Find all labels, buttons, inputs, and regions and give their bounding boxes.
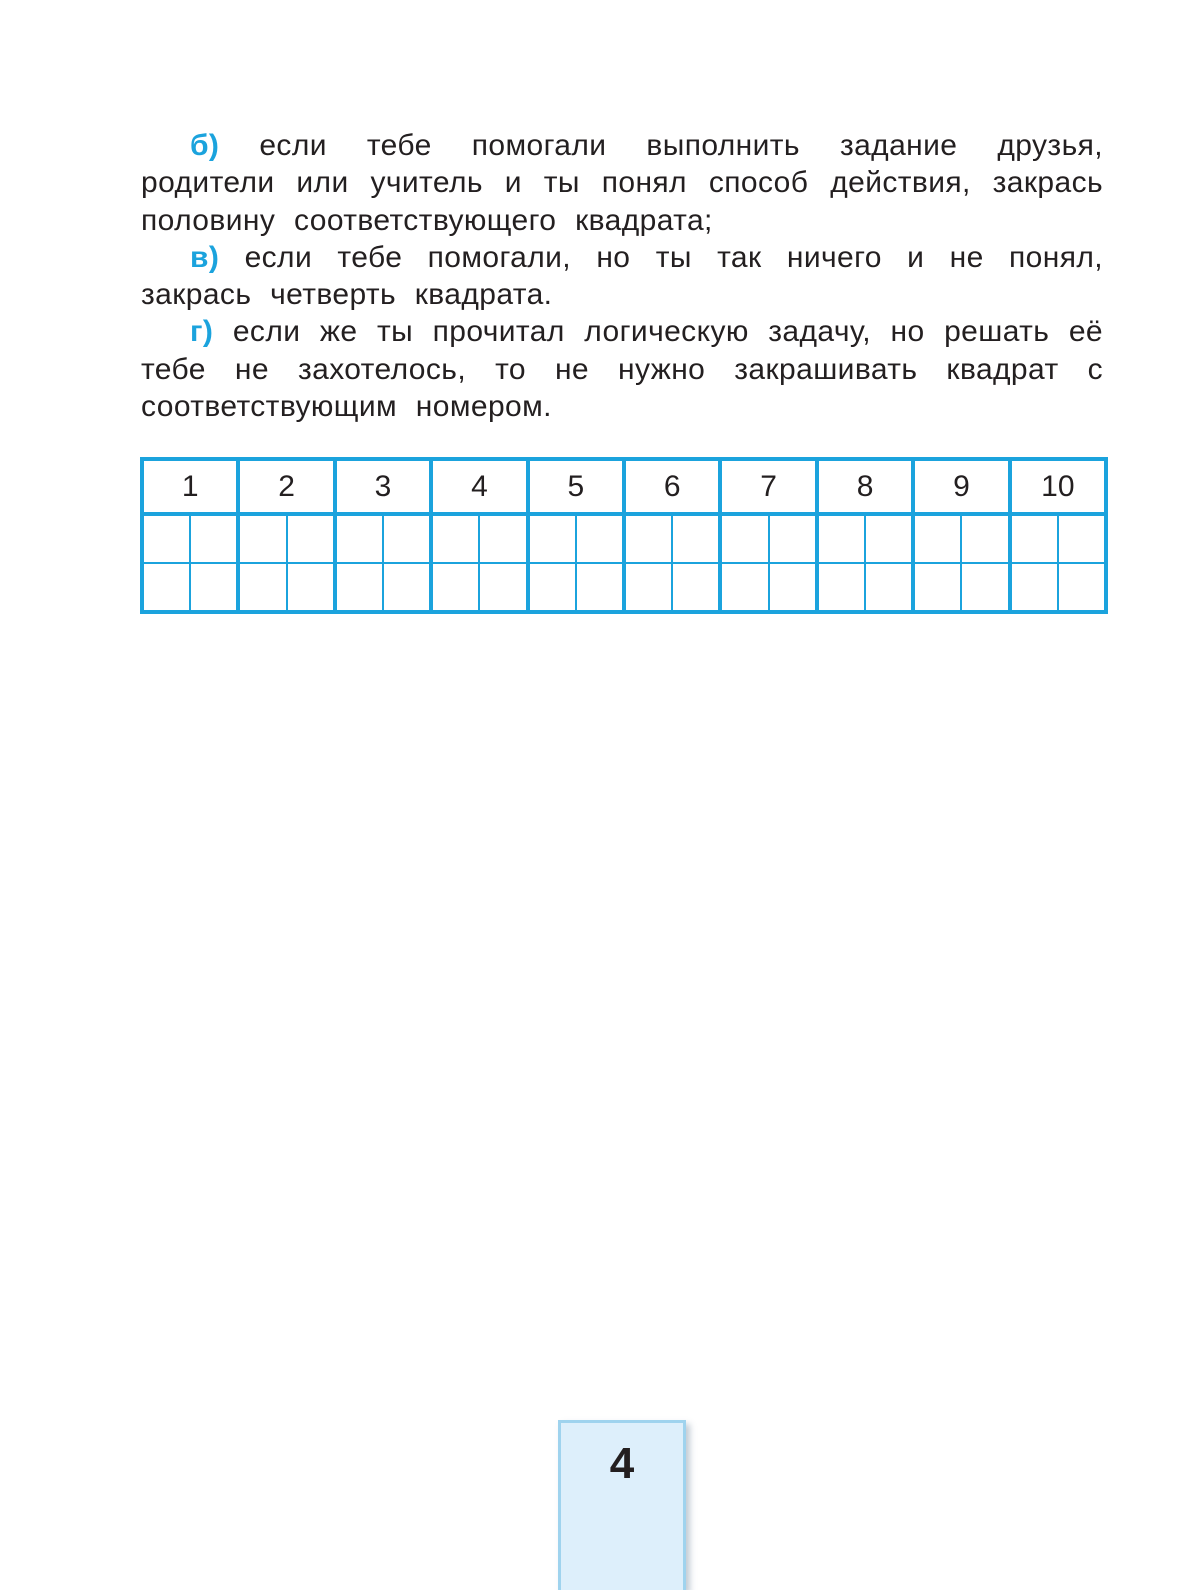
table-column bbox=[236, 461, 332, 610]
quarter-cell[interactable] bbox=[240, 516, 285, 562]
quarter-cell[interactable] bbox=[819, 564, 864, 610]
quarter-cell[interactable] bbox=[478, 516, 525, 562]
self-assessment-table bbox=[140, 457, 1108, 614]
column-header: 4 bbox=[433, 461, 525, 516]
table-column bbox=[1008, 461, 1104, 610]
column-header: 2 bbox=[240, 461, 332, 516]
quarter-cell[interactable] bbox=[382, 564, 429, 610]
cell-row bbox=[433, 516, 525, 562]
paragraph-g bbox=[141, 313, 1103, 425]
square-cells bbox=[240, 516, 332, 610]
cell-row bbox=[915, 562, 1007, 610]
column-header: 9 bbox=[915, 461, 1007, 516]
column-header: 6 bbox=[626, 461, 718, 516]
quarter-cell[interactable] bbox=[915, 516, 960, 562]
quarter-cell[interactable] bbox=[1057, 564, 1104, 610]
column-header: 8 bbox=[819, 461, 911, 516]
cell-row bbox=[337, 562, 429, 610]
table-column bbox=[144, 461, 236, 610]
paragraph-g-text: если же ты прочитал логическую задачу, но решать её тебе не захотелось, то не нужно закрашивать квадрат с соответствующим номером. bbox=[141, 315, 1103, 424]
quarter-cell[interactable] bbox=[915, 564, 960, 610]
quarter-cell[interactable] bbox=[768, 516, 815, 562]
cell-row bbox=[144, 562, 236, 610]
cell-row bbox=[144, 516, 236, 562]
quarter-cell[interactable] bbox=[1012, 516, 1057, 562]
square-cells bbox=[722, 516, 814, 610]
square-cells bbox=[530, 516, 622, 610]
cell-row bbox=[1012, 562, 1104, 610]
item-marker-b: б) bbox=[190, 129, 220, 162]
table-column bbox=[718, 461, 814, 610]
instructions-text bbox=[141, 127, 1103, 425]
quarter-cell[interactable] bbox=[575, 564, 622, 610]
paragraph-b bbox=[141, 127, 1103, 239]
quarter-cell[interactable] bbox=[286, 516, 333, 562]
cell-row bbox=[722, 516, 814, 562]
quarter-cell[interactable] bbox=[337, 564, 382, 610]
column-header: 7 bbox=[722, 461, 814, 516]
table-column bbox=[333, 461, 429, 610]
quarter-cell[interactable] bbox=[189, 564, 236, 610]
square-cells bbox=[1012, 516, 1104, 610]
table-column bbox=[429, 461, 525, 610]
quarter-cell[interactable] bbox=[240, 564, 285, 610]
column-header: 5 bbox=[530, 461, 622, 516]
quarter-cell[interactable] bbox=[144, 516, 189, 562]
quarter-cell[interactable] bbox=[671, 564, 718, 610]
quarter-cell[interactable] bbox=[864, 516, 911, 562]
quarter-cell[interactable] bbox=[530, 516, 575, 562]
quarter-cell[interactable] bbox=[626, 564, 671, 610]
quarter-cell[interactable] bbox=[382, 516, 429, 562]
table-column bbox=[911, 461, 1007, 610]
square-cells bbox=[144, 516, 236, 610]
cell-row bbox=[337, 516, 429, 562]
quarter-cell[interactable] bbox=[960, 564, 1007, 610]
column-header: 10 bbox=[1012, 461, 1104, 516]
cell-row bbox=[915, 516, 1007, 562]
table-column bbox=[526, 461, 622, 610]
square-cells bbox=[819, 516, 911, 610]
quarter-cell[interactable] bbox=[819, 516, 864, 562]
square-cells bbox=[433, 516, 525, 610]
quarter-cell[interactable] bbox=[433, 516, 478, 562]
paragraph-b-text: если тебе помогали выполнить задание друзья, родители или учитель и ты понял способ действия, закрась половину соответствующего квадрата; bbox=[141, 129, 1103, 237]
table-column bbox=[622, 461, 718, 610]
cell-row bbox=[1012, 516, 1104, 562]
quarter-cell[interactable] bbox=[337, 516, 382, 562]
cell-row bbox=[626, 562, 718, 610]
square-cells bbox=[915, 516, 1007, 610]
quarter-cell[interactable] bbox=[1057, 516, 1104, 562]
quarter-cell[interactable] bbox=[626, 516, 671, 562]
quarter-cell[interactable] bbox=[286, 564, 333, 610]
cell-row bbox=[722, 562, 814, 610]
quarter-cell[interactable] bbox=[189, 516, 236, 562]
quarter-cell[interactable] bbox=[575, 516, 622, 562]
quarter-cell[interactable] bbox=[722, 564, 767, 610]
cell-row bbox=[819, 516, 911, 562]
cell-row bbox=[819, 562, 911, 610]
quarter-cell[interactable] bbox=[433, 564, 478, 610]
square-cells bbox=[626, 516, 718, 610]
item-marker-v: в) bbox=[190, 240, 220, 274]
column-header: 3 bbox=[337, 461, 429, 516]
quarter-cell[interactable] bbox=[530, 564, 575, 610]
quarter-cell[interactable] bbox=[671, 516, 718, 562]
paragraph-v bbox=[141, 239, 1103, 314]
quarter-cell[interactable] bbox=[722, 516, 767, 562]
table-column bbox=[815, 461, 911, 610]
quarter-cell[interactable] bbox=[1012, 564, 1057, 610]
page-number-tab bbox=[558, 1420, 686, 1590]
cell-row bbox=[240, 516, 332, 562]
square-cells bbox=[337, 516, 429, 610]
cell-row bbox=[433, 562, 525, 610]
cell-row bbox=[530, 562, 622, 610]
column-header: 1 bbox=[144, 461, 236, 516]
cell-row bbox=[626, 516, 718, 562]
quarter-cell[interactable] bbox=[864, 564, 911, 610]
cell-row bbox=[240, 562, 332, 610]
paragraph-v-text: если тебе помогали, но ты так ничего и не понял, закрась четверть квадрата. bbox=[141, 240, 1103, 312]
quarter-cell[interactable] bbox=[960, 516, 1007, 562]
item-marker-g: г) bbox=[190, 315, 214, 349]
cell-row bbox=[530, 516, 622, 562]
quarter-cell[interactable] bbox=[478, 564, 525, 610]
page-number: 4 bbox=[609, 1439, 635, 1488]
quarter-cell[interactable] bbox=[144, 564, 189, 610]
quarter-cell[interactable] bbox=[768, 564, 815, 610]
